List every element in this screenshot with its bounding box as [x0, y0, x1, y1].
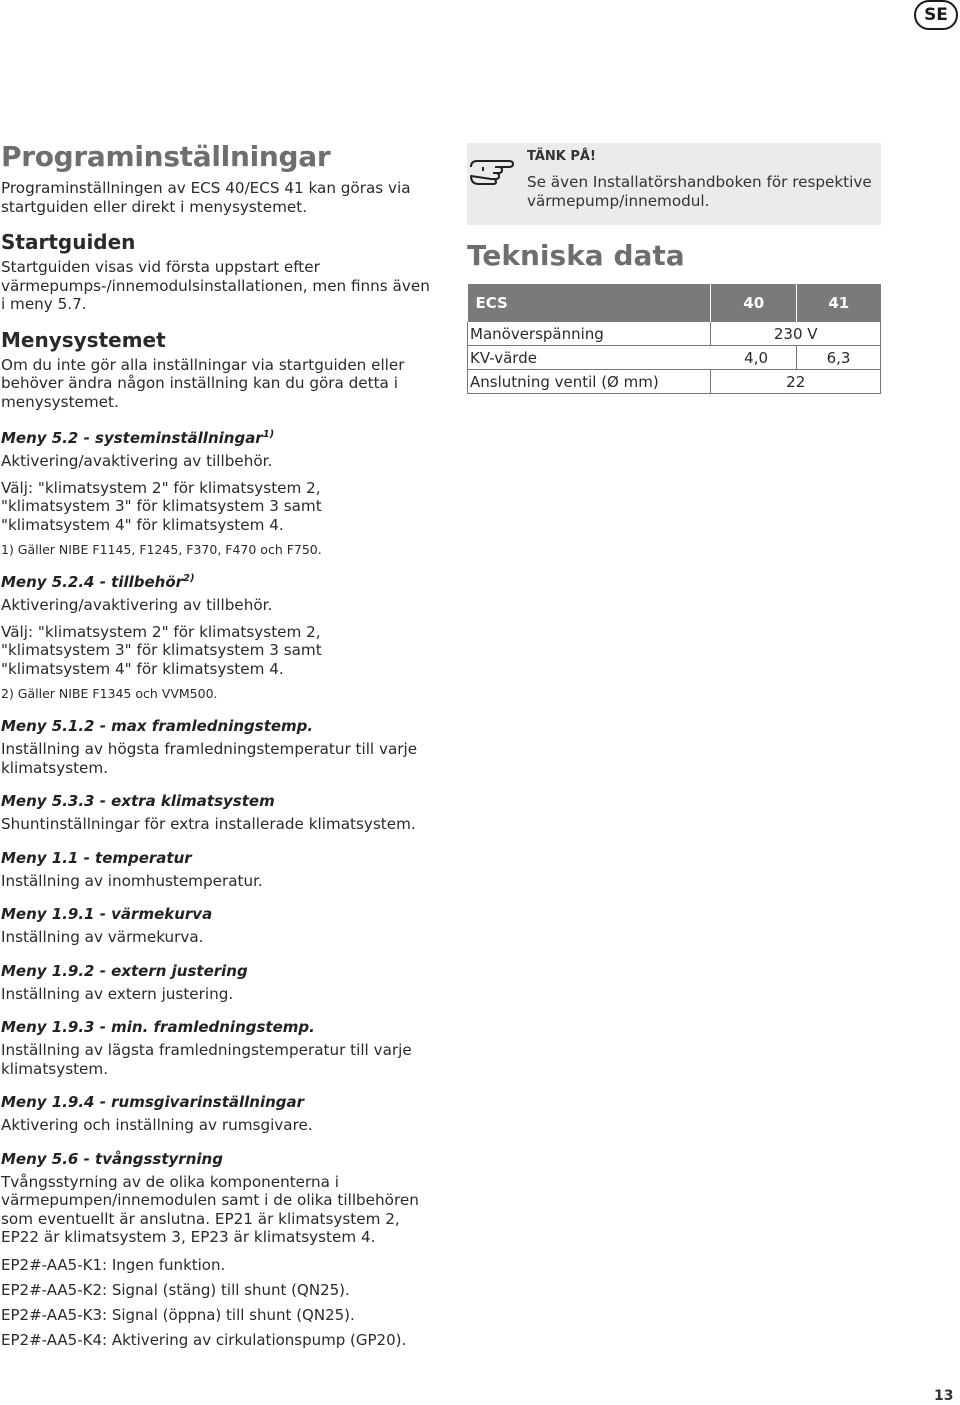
tech-title: Tekniska data: [467, 239, 685, 272]
menu-title: [1, 717, 431, 735]
menu-title-text: Meny 5.2.4 - tillbehör: [1, 573, 184, 591]
row-value: 230 V: [711, 322, 881, 346]
row-label: KV-värde: [468, 346, 711, 370]
menu-title-text: Meny 1.9.2 - extern justering: [1, 961, 248, 980]
page-title: Programinställningar: [1, 140, 331, 173]
menu-title-text: Meny 5.2 - systeminställningar: [1, 429, 263, 447]
left-column: [1, 140, 431, 1356]
menu-description: Aktivering och inställning av rumsgivare.: [1, 1116, 313, 1134]
menu-title: [1, 792, 431, 810]
menu-item: [1, 717, 431, 777]
menu-item: [1, 962, 431, 1004]
menysystemet-heading: Menysystemet: [1, 327, 166, 352]
menu-footnote: 1) Gäller NIBE F1145, F1245, F370, F470 och F750.: [1, 542, 322, 557]
right-column: [467, 143, 881, 391]
tip-text: Se även Installatörshandboken för respektive värmepump/innemodul.: [527, 173, 872, 210]
menu-title: [1, 962, 431, 980]
menu-description: Tvångsstyrning av de olika komponenterna i värmepumpen/innemodulen samt i de olika tillbehören som eventuellt är anslutna. EP21 är klimatsystem 2, EP22 är klimatsystem 3, EP23 är klimatsystem 4.: [1, 1172, 419, 1246]
menu-description: Välj: "klimatsystem 2" för klimatsystem 2, "klimatsystem 3" för klimatsystem 3 samt "klimatsystem 4" för klimatsystem 4.: [1, 478, 322, 534]
table-row: [468, 370, 881, 394]
menu-title-text: Meny 5.6 - tvångsstyrning: [1, 1149, 223, 1168]
menu-description: Shuntinställningar för extra installerade klimatsystem.: [1, 815, 416, 833]
ep-line: EP2#-AA5-K1: Ingen funktion.: [1, 1255, 226, 1274]
tech-table: [467, 284, 881, 394]
ep-line: EP2#-AA5-K2: Signal (stäng) till shunt (QN25).: [1, 1280, 350, 1299]
intro-text: Programinställningen av ECS 40/ECS 41 kan göras via startguiden eller direkt i menysystemet.: [1, 179, 411, 216]
header-ecs: ECS: [475, 294, 508, 312]
menu-title: [1, 905, 431, 923]
tech-table-header: [468, 284, 881, 322]
menu-description: Välj: "klimatsystem 2" för klimatsystem 2, "klimatsystem 3" för klimatsystem 3 samt "klimatsystem 4" för klimatsystem 4.: [1, 622, 322, 678]
tip-title: TÄNK PÅ!: [527, 149, 596, 164]
menu-description: Inställning av extern justering.: [1, 984, 234, 1003]
header-40: 40: [711, 284, 797, 322]
row-label: Manöverspänning: [468, 322, 711, 346]
menu-item: [1, 1018, 431, 1078]
menu-item: [1, 573, 431, 702]
menu-description: Inställning av värmekurva.: [1, 928, 204, 946]
table-row: [468, 322, 881, 346]
page-number: 13: [934, 1388, 954, 1404]
menu-description: Inställning av högsta framledningstemperatur till varje klimatsystem.: [1, 740, 418, 777]
menu-title: [1, 1018, 431, 1036]
ep-list: [1, 1256, 431, 1349]
menu-footnote: 2) Gäller NIBE F1345 och VVM500.: [1, 686, 218, 701]
menu-title: [1, 1150, 431, 1168]
language-badge: [914, 0, 958, 30]
table-row: [468, 346, 881, 370]
menu-title-text: Meny 5.1.2 - max framledningstemp.: [1, 717, 314, 735]
row-value-40: 4,0: [711, 346, 797, 370]
menu-item: [1, 849, 431, 891]
menu-title-text: Meny 5.3.3 - extra klimatsystem: [1, 792, 275, 810]
menu-title-text: Meny 1.9.4 - rumsgivarinställningar: [1, 1093, 305, 1111]
menu-title-text: Meny 1.9.3 - min. framledningstemp.: [1, 1018, 315, 1036]
menu-list: [1, 429, 431, 1247]
menu-title-text: Meny 1.9.1 - värmekurva: [1, 905, 213, 923]
menu-description: Inställning av lägsta framledningstemperatur till varje klimatsystem.: [1, 1041, 412, 1078]
menu-item: [1, 792, 431, 834]
menu-footnote-marker: 2): [183, 573, 195, 584]
row-value: 22: [711, 370, 881, 394]
startguiden-heading: Startguiden: [1, 230, 136, 254]
menu-item: [1, 905, 431, 947]
menu-title: [1, 429, 431, 447]
menu-title: [1, 849, 431, 867]
menu-item: [1, 1150, 431, 1247]
menu-description: Aktivering/avaktivering av tillbehör.: [1, 452, 273, 470]
header-41: 41: [797, 284, 881, 322]
menu-item: [1, 429, 431, 558]
startguiden-text: Startguiden visas vid första uppstart efter värmepumps-/innemodulsinstallationen, men finns även i meny 5.7.: [1, 258, 430, 313]
row-value-41: 6,3: [797, 346, 881, 370]
menu-footnote-marker: 1): [262, 429, 275, 440]
menu-description: Inställning av inomhustemperatur.: [1, 871, 263, 890]
pointing-hand-icon: [469, 151, 517, 187]
menu-title: [1, 573, 431, 591]
ep-line: EP2#-AA5-K4: Aktivering av cirkulationspump (GP20).: [1, 1330, 407, 1349]
menu-item: [1, 1093, 431, 1135]
menu-description: Aktivering/avaktivering av tillbehör.: [1, 596, 273, 614]
menysystemet-text: Om du inte gör alla inställningar via startguiden eller behöver ändra någon inställning kan du göra detta i menysystemet.: [1, 355, 405, 411]
row-label: Anslutning ventil (Ø mm): [468, 370, 711, 394]
tip-box: [467, 143, 881, 225]
menu-title: [1, 1093, 431, 1111]
menu-title-text: Meny 1.1 - temperatur: [1, 848, 192, 867]
language-badge-label: SE: [924, 5, 948, 25]
ep-line: EP2#-AA5-K3: Signal (öppna) till shunt (QN25).: [1, 1305, 355, 1324]
